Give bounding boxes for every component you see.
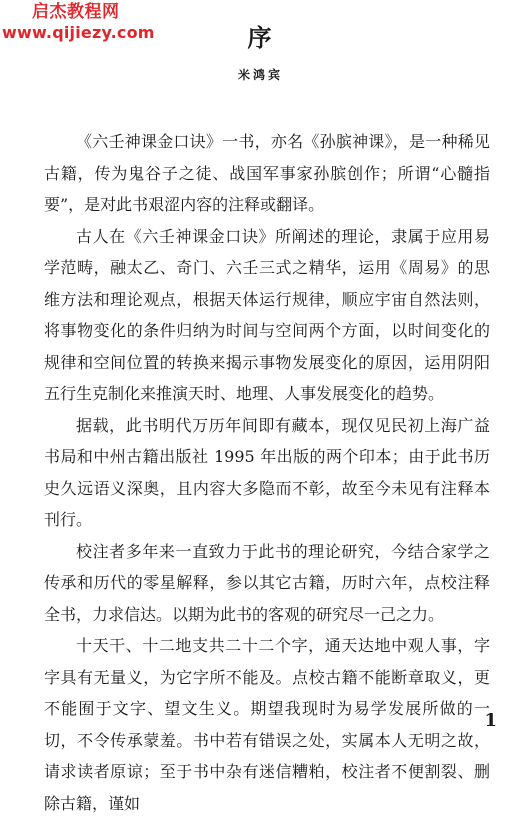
paragraph-4: 校注者多年来一直致力于此书的理论研究，今结合家学之传承和历代的零星解释，参以其它古籍，历时六年，点校注释全书，力求信达。以期为此书的客观的研究尽一己之力。: [44, 541, 490, 624]
page-number: 1: [484, 710, 497, 731]
watermark-site-name: 启杰教程网: [32, 2, 120, 22]
watermark-url: www.qijiezy.com: [2, 22, 155, 42]
paragraph-5: 十天干、十二地支共二十二个字，通天达地中观人事，字字具有无量义，为它字所不能及。点校古籍不能断章取义，更不能囿于文字、望文生义。期望我现时为易学发展所做的一切，不令传承蒙羞。书中若有错误之处，实属本人无明之故，请求读者原谅；至于书中杂有迷信糟粕，校注者不便割裂、删除古籍，谨如: [44, 636, 490, 813]
page-title: 序: [247, 23, 274, 52]
paragraph-2: 古人在《六壬神课金口诀》所阐述的理论，隶属于应用易学范畴，融太乙、奇门、六壬三式之精华，运用《周易》的思维方法和理论观点，根据天体运行规律，顺应宇宙自然法则，将事物变化的条件归纳为时间与空间两个方面，以时间变化的规律和空间位置的转换来揭示事物发展变化的原因，运用阴阳五行生克制化来推演天时、地理、人事发展变化的趋势。: [44, 226, 490, 403]
body-text: [44, 126, 490, 819]
paragraph-3: 据载，此书明代万历年间即有藏本，现仅见民初上海广益书局和中州古籍出版社 1995 年出版的两个印本；由于此书历史久远语义深奥，且内容大多隐而不彰，故至今未见有注释本刊行。: [44, 415, 490, 529]
watermark: [2, 4, 155, 42]
author-name: 米鸿宾: [237, 68, 283, 82]
paragraph-1: 《六壬神课金口诀》一书，亦名《孙膑神课》，是一种稀见古籍，传为鬼谷子之徒、战国军事家孙膑创作；所谓“心髓指要”，是对此书艰涩内容的注释或翻译。: [44, 132, 490, 214]
